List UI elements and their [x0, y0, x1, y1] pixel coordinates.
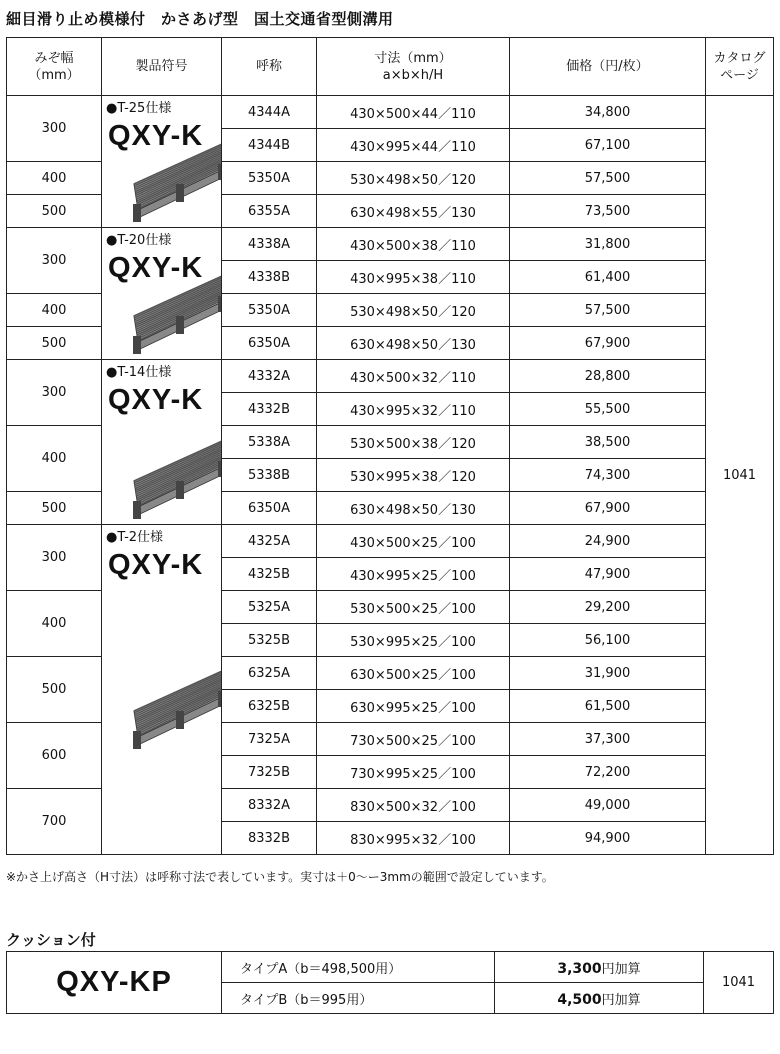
dims-cell: 630×500×25／100: [317, 657, 510, 690]
price-cell: 94,900: [510, 822, 706, 855]
table-row: [7, 96, 774, 129]
width-cell: 400: [7, 426, 102, 492]
cushion-type: タイプB（b＝995用）: [222, 983, 495, 1014]
width-cell: 300: [7, 525, 102, 591]
spec-label: ●T-2仕様: [106, 530, 164, 545]
width-cell: 500: [7, 195, 102, 228]
dims-cell: 730×500×25／100: [317, 723, 510, 756]
dims-cell: 430×500×44／110: [317, 96, 510, 129]
header-width: みぞ幅 （mm）: [7, 38, 102, 96]
table-row: [7, 952, 774, 983]
product-cell: [102, 96, 222, 228]
price-cell: 61,400: [510, 261, 706, 294]
name-cell: 6325B: [222, 690, 317, 723]
dims-cell: 430×995×32／110: [317, 393, 510, 426]
header-price: 価格（円/枚）: [510, 38, 706, 96]
cushion-price: 3,300円加算: [495, 952, 704, 983]
name-cell: 6355A: [222, 195, 317, 228]
price-cell: 29,200: [510, 591, 706, 624]
name-cell: 4325B: [222, 558, 317, 591]
price-cell: 67,100: [510, 129, 706, 162]
price-cell: 74,300: [510, 459, 706, 492]
header-catalog: カタログ ページ: [706, 38, 774, 96]
spec-label: ●T-20仕様: [106, 233, 172, 248]
grating-image: [128, 138, 222, 224]
dims-cell: 430×500×25／100: [317, 525, 510, 558]
name-cell: 7325B: [222, 756, 317, 789]
price-cell: 72,200: [510, 756, 706, 789]
cushion-type: タイプA（b＝498,500用）: [222, 952, 495, 983]
grating-image: [128, 270, 222, 356]
name-cell: 5350A: [222, 294, 317, 327]
price-cell: 38,500: [510, 426, 706, 459]
spec-label: ●T-25仕様: [106, 101, 172, 116]
dims-cell: 530×498×50／120: [317, 294, 510, 327]
name-cell: 4344A: [222, 96, 317, 129]
price-table: [6, 37, 774, 855]
dims-cell: 430×995×25／100: [317, 558, 510, 591]
width-cell: 400: [7, 294, 102, 327]
cushion-catalog-page: 1041: [704, 952, 774, 1014]
grating-image: [128, 435, 222, 521]
width-cell: 300: [7, 360, 102, 426]
product-cell: [102, 228, 222, 360]
dims-cell: 530×995×25／100: [317, 624, 510, 657]
dims-cell: 530×500×25／100: [317, 591, 510, 624]
name-cell: 6350A: [222, 327, 317, 360]
model-code: QXY-K: [108, 252, 204, 284]
cushion-model: QXY-KP: [7, 952, 222, 1014]
price-cell: 67,900: [510, 327, 706, 360]
dims-cell: 430×500×38／110: [317, 228, 510, 261]
price-cell: 24,900: [510, 525, 706, 558]
name-cell: 4332A: [222, 360, 317, 393]
price-cell: 34,800: [510, 96, 706, 129]
table-row: [7, 228, 774, 261]
price-cell: 61,500: [510, 690, 706, 723]
price-cell: 57,500: [510, 162, 706, 195]
product-cell: [102, 360, 222, 525]
header-row: [7, 38, 774, 96]
name-cell: 5338A: [222, 426, 317, 459]
price-cell: 31,900: [510, 657, 706, 690]
width-cell: 500: [7, 327, 102, 360]
price-cell: 31,800: [510, 228, 706, 261]
price-cell: 55,500: [510, 393, 706, 426]
dims-cell: 430×995×38／110: [317, 261, 510, 294]
dims-cell: 630×498×50／130: [317, 327, 510, 360]
price-cell: 47,900: [510, 558, 706, 591]
cushion-table: [6, 951, 774, 1014]
spec-label: ●T-14仕様: [106, 365, 172, 380]
name-cell: 4338A: [222, 228, 317, 261]
cushion-price: 4,500円加算: [495, 983, 704, 1014]
width-cell: 400: [7, 162, 102, 195]
header-dims: 寸法（mm） a×b×h/H: [317, 38, 510, 96]
price-cell: 37,300: [510, 723, 706, 756]
name-cell: 4344B: [222, 129, 317, 162]
product-cell: [102, 525, 222, 855]
price-cell: 56,100: [510, 624, 706, 657]
grating-image: [128, 665, 222, 751]
dims-cell: 730×995×25／100: [317, 756, 510, 789]
dims-cell: 630×995×25／100: [317, 690, 510, 723]
width-cell: 600: [7, 723, 102, 789]
price-cell: 67,900: [510, 492, 706, 525]
name-cell: 5338B: [222, 459, 317, 492]
dims-cell: 630×498×55／130: [317, 195, 510, 228]
dims-cell: 430×995×44／110: [317, 129, 510, 162]
name-cell: 4332B: [222, 393, 317, 426]
catalog-page-cell: 1041: [706, 96, 774, 855]
name-cell: 8332A: [222, 789, 317, 822]
name-cell: 5350A: [222, 162, 317, 195]
model-code: QXY-K: [108, 120, 204, 152]
header-name: 呼称: [222, 38, 317, 96]
name-cell: 5325B: [222, 624, 317, 657]
width-cell: 500: [7, 657, 102, 723]
dims-cell: 530×498×50／120: [317, 162, 510, 195]
name-cell: 5325A: [222, 591, 317, 624]
width-cell: 700: [7, 789, 102, 855]
dims-cell: 830×995×32／100: [317, 822, 510, 855]
cushion-title: クッション付: [6, 931, 96, 949]
name-cell: 6350A: [222, 492, 317, 525]
footnote: ※かさ上げ高さ（H寸法）は呼称寸法で表しています。実寸は＋0〜ー3mmの範囲で設定しています。: [6, 870, 554, 884]
dims-cell: 830×500×32／100: [317, 789, 510, 822]
dims-cell: 630×498×50／130: [317, 492, 510, 525]
header-product-code: 製品符号: [102, 38, 222, 96]
width-cell: 300: [7, 228, 102, 294]
price-cell: 49,000: [510, 789, 706, 822]
name-cell: 4338B: [222, 261, 317, 294]
price-cell: 57,500: [510, 294, 706, 327]
name-cell: 6325A: [222, 657, 317, 690]
table-row: [7, 525, 774, 558]
width-cell: 500: [7, 492, 102, 525]
price-cell: 73,500: [510, 195, 706, 228]
dims-cell: 530×500×38／120: [317, 426, 510, 459]
model-code: QXY-K: [108, 549, 204, 581]
name-cell: 7325A: [222, 723, 317, 756]
name-cell: 4325A: [222, 525, 317, 558]
table-row: [7, 360, 774, 393]
width-cell: 400: [7, 591, 102, 657]
dims-cell: 430×500×32／110: [317, 360, 510, 393]
page-title: 細目滑り止め模様付 かさあげ型 国土交通省型側溝用: [6, 10, 394, 28]
width-cell: 300: [7, 96, 102, 162]
model-code: QXY-K: [108, 384, 204, 416]
dims-cell: 530×995×38／120: [317, 459, 510, 492]
name-cell: 8332B: [222, 822, 317, 855]
price-cell: 28,800: [510, 360, 706, 393]
